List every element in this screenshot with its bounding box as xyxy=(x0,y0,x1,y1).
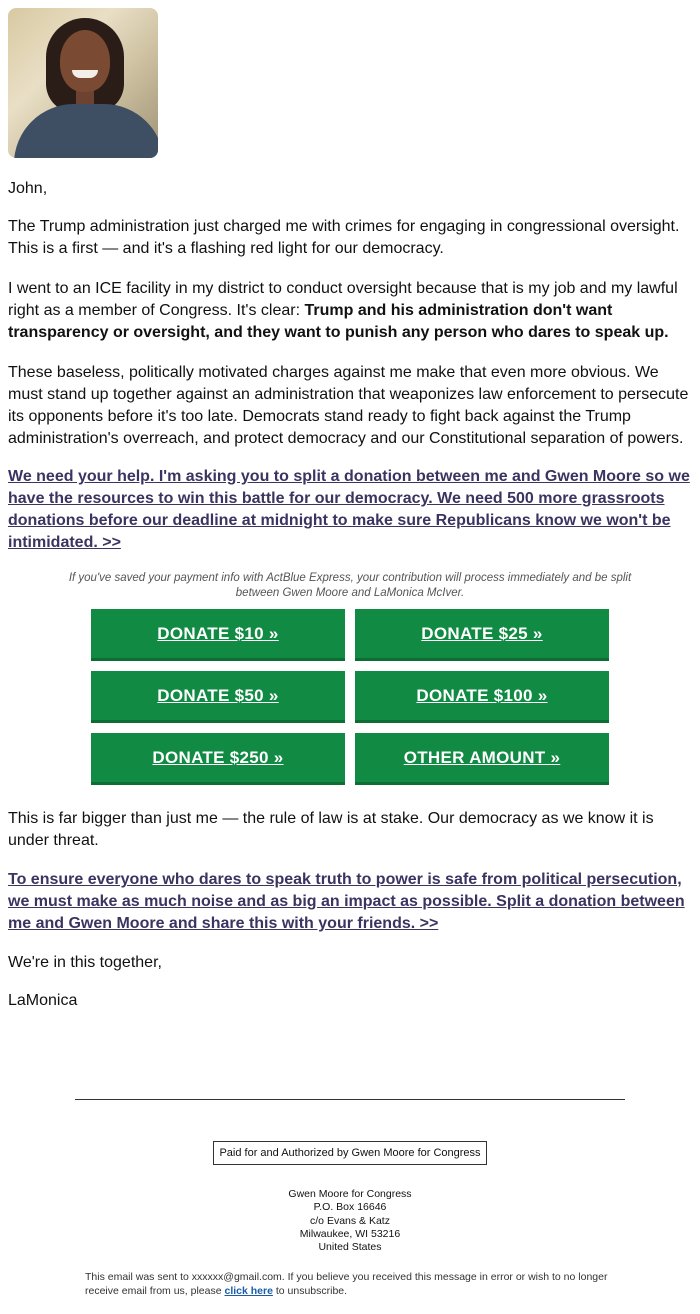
sender-photo xyxy=(8,8,158,158)
address-line: United States xyxy=(318,1241,382,1254)
unsubscribe-text: This email was sent to xxxxxx@gmail.com. If you believe you received this message in error or wish to no longer receive email from us, please xyxy=(85,1271,608,1297)
paid-for-disclaimer xyxy=(213,1141,487,1165)
donate-10-button[interactable]: DONATE $10 » xyxy=(91,609,345,661)
paragraph-1: The Trump administration just charged me with crimes for engaging in congressional oversight. This is a first — and it's a flashing red light for our democracy. xyxy=(8,218,680,257)
footer-divider xyxy=(75,1099,625,1100)
signature: LaMonica xyxy=(8,992,78,1009)
address-line: c/o Evans & Katz xyxy=(310,1214,390,1227)
address-line: P.O. Box 16646 xyxy=(313,1201,387,1214)
paid-for-text: Paid for and Authorized by Gwen Moore for Congress xyxy=(219,1147,481,1159)
mailing-address xyxy=(200,1188,500,1254)
paragraph-2-bold: Trump and his administration don't want transparency or oversight, and they want to punish any person who dares to speak up. xyxy=(8,302,669,341)
email-body xyxy=(8,8,692,1297)
other-amount-button[interactable]: OTHER AMOUNT » xyxy=(355,733,609,785)
unsubscribe-link[interactable]: click here xyxy=(224,1285,273,1297)
donation-link-1[interactable]: We need your help. I'm asking you to split a donation between me and Gwen Moore so we have the resources to win this battle for our democracy. We need 500 more grassroots donations before our deadline at midnight to make sure Republicans know we won't be intimidated. >> xyxy=(8,468,690,551)
closing-line: We're in this together, xyxy=(8,954,162,971)
actblue-express-note: If you've saved your payment info with ActBlue Express, your contribution will process immediately and be split between Gwen Moore and LaMonica McIver. xyxy=(68,572,632,599)
donation-link-2[interactable]: To ensure everyone who dares to speak truth to power is safe from political persecution, we must make as much noise and as big an impact as possible. Split a donation between me and Gwen Moore and share this with your friends. >> xyxy=(8,871,685,932)
paragraph-2 xyxy=(8,278,692,344)
greeting: John, xyxy=(8,180,48,197)
unsubscribe-text-end: to unsubscribe. xyxy=(272,1285,348,1297)
paragraph-2-text: I went to an ICE facility in my district to conduct oversight because that is my job and my lawful right as a member of Congress. It's clear: xyxy=(8,280,678,319)
donate-100-button[interactable]: DONATE $100 » xyxy=(355,671,609,723)
paragraph-3: These baseless, politically motivated charges against me make that even more obvious. We must stand up together against an administration that weaponizes law enforcement to persecute its opponents before it's too late. Democrats stand ready to fight back against the Trump administration's overreach, and protect democracy and our Constitutional separation of powers. xyxy=(8,364,689,447)
paragraph-4: This is far bigger than just me — the rule of law is at stake. Our democracy as we know it is under threat. xyxy=(8,810,654,849)
address-line: Gwen Moore for Congress xyxy=(288,1188,412,1200)
donate-250-button[interactable]: DONATE $250 » xyxy=(91,733,345,785)
unsubscribe-notice xyxy=(85,1270,625,1298)
address-line: Milwaukee, WI 53216 xyxy=(299,1227,401,1240)
donate-50-button[interactable]: DONATE $50 » xyxy=(91,671,345,723)
donate-25-button[interactable]: DONATE $25 » xyxy=(355,609,609,661)
